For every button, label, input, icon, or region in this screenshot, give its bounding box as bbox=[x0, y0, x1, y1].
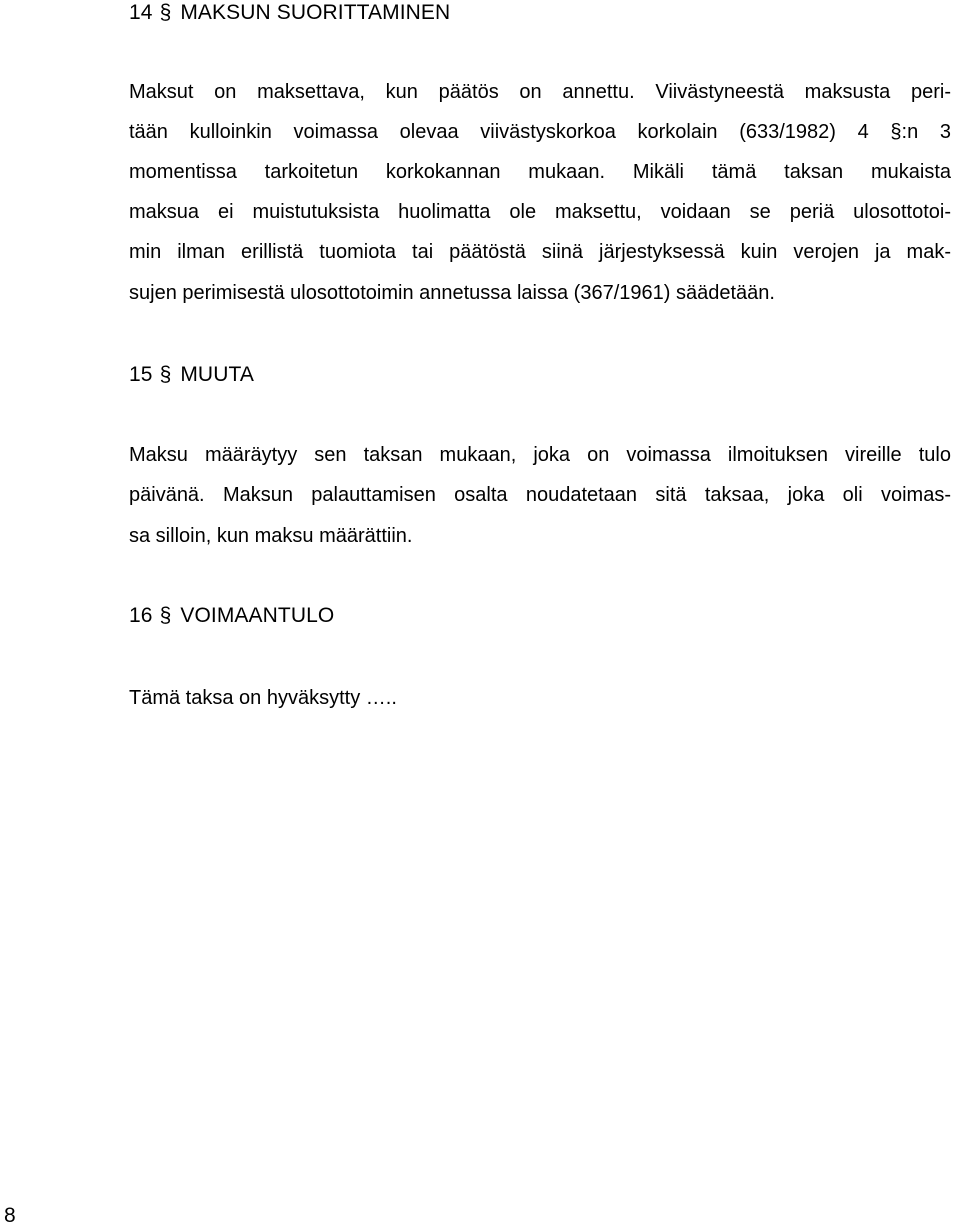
section-14-heading bbox=[129, 1, 450, 25]
section-symbol: § bbox=[159, 1, 172, 24]
paragraph-line: sa silloin, kun maksu määrättiin. bbox=[129, 525, 413, 547]
page-number: 8 bbox=[4, 1204, 16, 1227]
paragraph-line: momentissa tarkoitetun korkokannan mukaan. Mikäli tämä taksan mukaista bbox=[129, 161, 951, 183]
section-number: 16 bbox=[129, 604, 153, 627]
paragraph-line: tään kulloinkin voimassa olevaa viivästyskorkoa korkolain (633/1982) 4 §:n 3 bbox=[129, 121, 951, 143]
section-symbol: § bbox=[159, 604, 172, 627]
paragraph-line: min ilman erillistä tuomiota tai päätöstä siinä järjestyksessä kuin verojen ja mak- bbox=[129, 241, 951, 263]
paragraph-line: päivänä. Maksun palauttamisen osalta noudatetaan sitä taksaa, joka oli voimas- bbox=[129, 484, 951, 506]
section-symbol: § bbox=[159, 363, 172, 386]
paragraph-line: Maksut on maksettava, kun päätös on annettu. Viivästyneestä maksusta peri- bbox=[129, 81, 951, 103]
section-title: VOIMAANTULO bbox=[180, 604, 335, 627]
section-title: MAKSUN SUORITTAMINEN bbox=[180, 1, 451, 24]
paragraph-line: sujen perimisestä ulosottotoimin annetussa laissa (367/1961) säädetään. bbox=[129, 282, 775, 304]
paragraph-line: maksua ei muistutuksista huolimatta ole maksettu, voidaan se periä ulosottotoi- bbox=[129, 201, 951, 223]
section-number: 14 bbox=[129, 1, 153, 24]
paragraph-line: Tämä taksa on hyväksytty ….. bbox=[129, 687, 397, 709]
section-15-heading bbox=[129, 363, 254, 387]
section-title: MUUTA bbox=[180, 363, 254, 386]
section-number: 15 bbox=[129, 363, 153, 386]
section-16-heading bbox=[129, 604, 334, 628]
paragraph-line: Maksu määräytyy sen taksan mukaan, joka on voimassa ilmoituksen vireille tulo bbox=[129, 444, 951, 466]
